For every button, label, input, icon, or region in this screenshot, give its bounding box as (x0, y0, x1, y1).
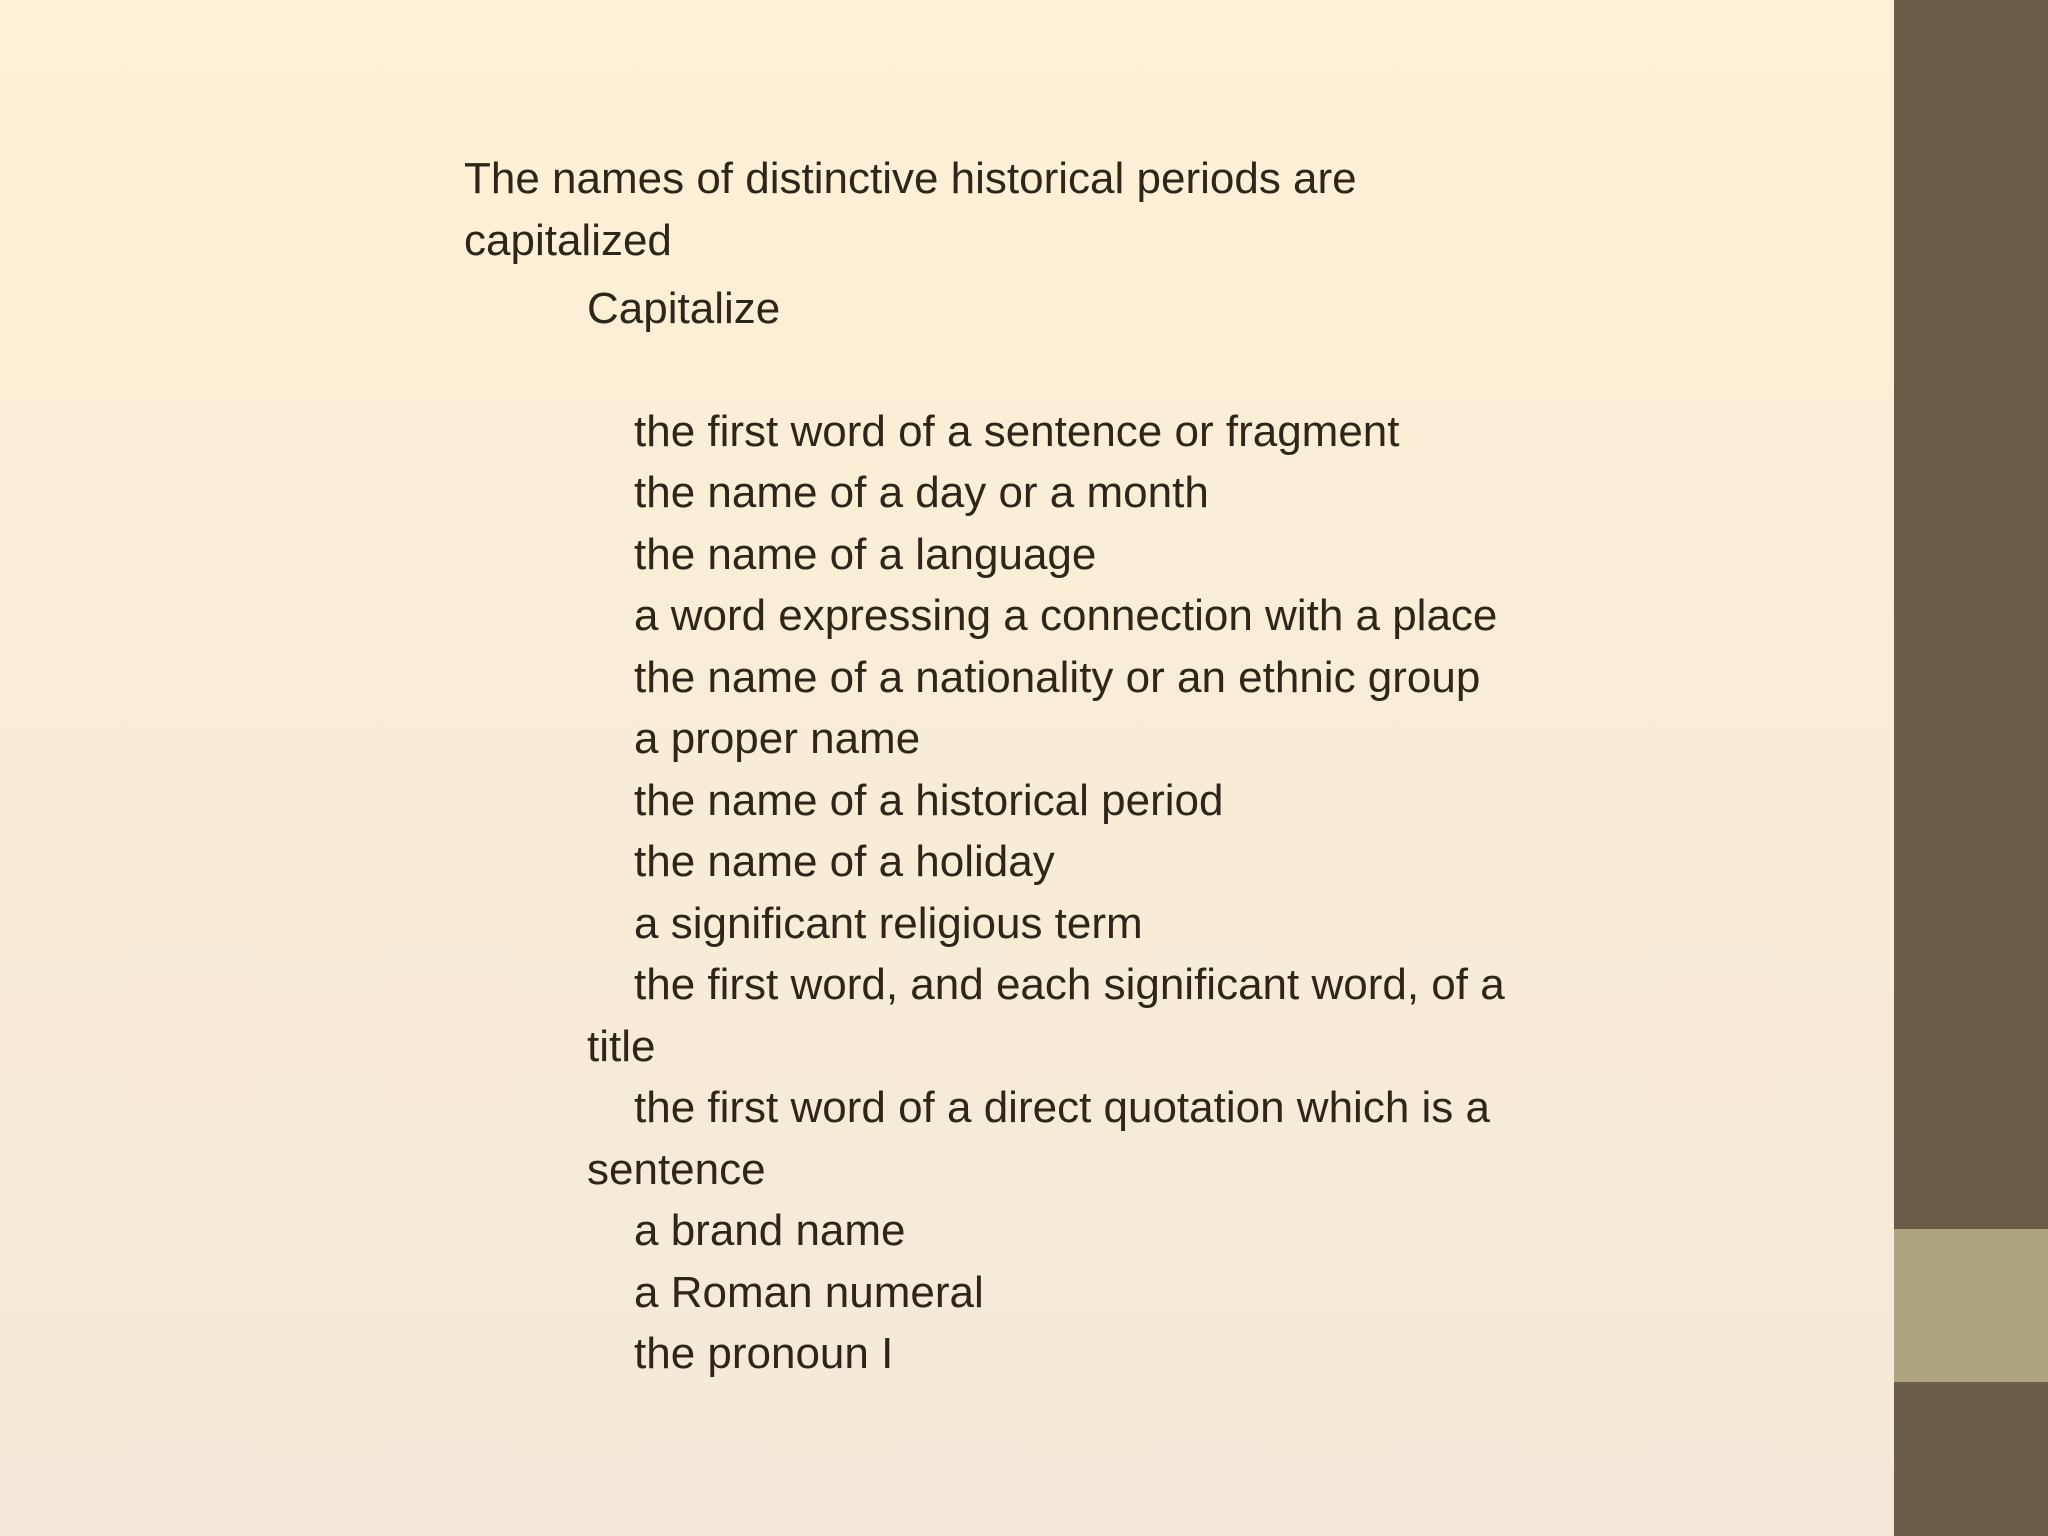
slide-content (464, 148, 1524, 1385)
list-item: a word expressing a connection with a place (634, 591, 1498, 640)
list-item: a brand name (634, 1206, 906, 1255)
list-item: the first word of a sentence or fragment (634, 406, 1400, 456)
list-item: the first word of a direct quotation which is a sentence (587, 1083, 1490, 1194)
capitalization-rules-list (587, 401, 1532, 1385)
list-item: the pronoun I (634, 1329, 894, 1378)
list-item: the name of a language (634, 529, 1097, 579)
list-item: the name of a holiday (634, 837, 1055, 886)
list-item: the name of a day or a month (634, 468, 1209, 517)
list-item: a Roman numeral (634, 1267, 984, 1317)
slide-heading: The names of distinctive historical periods are capitalized (464, 154, 1357, 265)
decorative-side-accent (1894, 1229, 2048, 1382)
list-item: the first word, and each significant word, of a title (587, 960, 1505, 1071)
list-item: a proper name (634, 714, 921, 763)
list-item: a significant religious term (634, 898, 1143, 948)
list-item: the name of a historical period (634, 775, 1224, 825)
list-heading: Capitalize (587, 284, 781, 333)
list-item: the name of a nationality or an ethnic group (634, 652, 1481, 702)
